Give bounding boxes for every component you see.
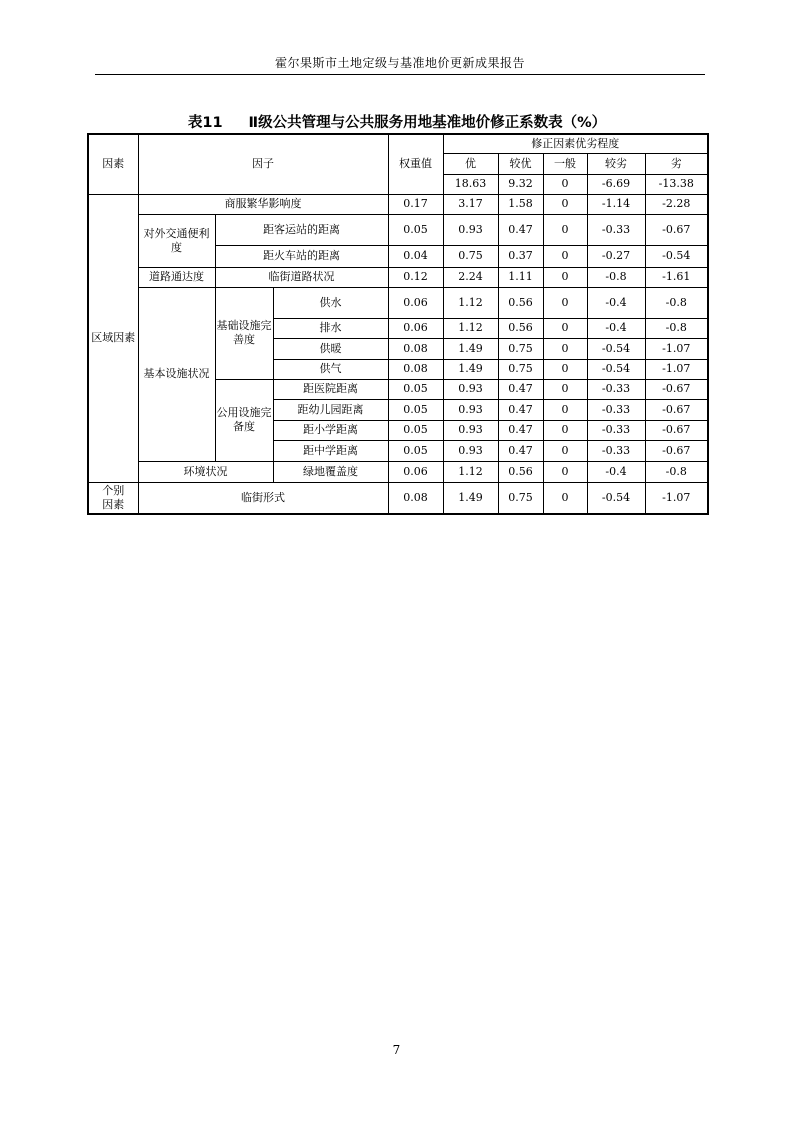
- row-value: 1.12: [443, 318, 498, 338]
- row-name: 绿地覆盖度: [273, 461, 388, 482]
- table-row: [88, 287, 708, 318]
- table-number: 表11: [187, 115, 223, 131]
- table-title-text: Ⅱ级公共管理与公共服务用地基准地价修正系数表（%）: [248, 115, 607, 131]
- row-value: 0.93: [443, 379, 498, 399]
- row-weight: 0.08: [388, 338, 443, 359]
- col-degree-group: 修正因素优劣程度: [443, 134, 708, 153]
- row-value: 0.47: [498, 379, 543, 399]
- row-value: 0.93: [443, 420, 498, 440]
- row-name: 商服繁华影响度: [138, 194, 388, 214]
- group-infra: 基本设施状况: [138, 287, 215, 461]
- row-name: 距幼儿园距离: [273, 399, 388, 420]
- group-road: 道路通达度: [138, 267, 215, 287]
- row-value: -0.54: [587, 482, 645, 514]
- group-env: 环境状况: [138, 461, 273, 482]
- row-value: -0.8: [645, 461, 708, 482]
- row-value: 0.93: [443, 440, 498, 461]
- row-value: 1.12: [443, 287, 498, 318]
- row-value: 0: [543, 287, 587, 318]
- row-value: 0: [543, 245, 587, 267]
- row-name: 临街道路状况: [215, 267, 388, 287]
- row-weight: 0.05: [388, 420, 443, 440]
- row-value: 0: [543, 318, 587, 338]
- row-weight: 0.05: [388, 440, 443, 461]
- page-header: 霍尔果斯市土地定级与基准地价更新成果报告: [274, 56, 525, 70]
- group-regional: 区域因素: [88, 194, 138, 482]
- row-value: -0.4: [587, 287, 645, 318]
- row-value: -2.28: [645, 194, 708, 214]
- row-value: -0.33: [587, 440, 645, 461]
- row-value: 0.93: [443, 214, 498, 245]
- row-value: -1.07: [645, 359, 708, 379]
- base-value: 9.32: [498, 174, 543, 194]
- table-row: [88, 214, 708, 245]
- group-public-infra: 公用设施完备度: [215, 379, 273, 461]
- row-value: 1.49: [443, 482, 498, 514]
- row-weight: 0.06: [388, 318, 443, 338]
- row-value: 1.11: [498, 267, 543, 287]
- page-number: 7: [392, 1043, 401, 1057]
- row-value: 3.17: [443, 194, 498, 214]
- row-weight: 0.08: [388, 359, 443, 379]
- group-individual-line2: 因素: [102, 497, 125, 511]
- row-name: 距火车站的距离: [215, 245, 388, 267]
- table-row: [88, 194, 708, 214]
- row-value: -0.4: [587, 318, 645, 338]
- grade-label: 劣: [645, 153, 708, 174]
- row-value: -1.07: [645, 482, 708, 514]
- row-value: -0.4: [587, 461, 645, 482]
- row-value: -0.54: [587, 359, 645, 379]
- row-value: 0: [543, 440, 587, 461]
- row-value: -0.67: [645, 399, 708, 420]
- grade-label: 较劣: [587, 153, 645, 174]
- row-name: 供水: [273, 287, 388, 318]
- row-value: -0.33: [587, 214, 645, 245]
- row-value: 0: [543, 359, 587, 379]
- row-value: -0.67: [645, 420, 708, 440]
- group-basic-infra: 基础设施完善度: [215, 287, 273, 379]
- row-value: 0: [543, 461, 587, 482]
- row-value: 0: [543, 267, 587, 287]
- row-value: -0.8: [645, 318, 708, 338]
- row-value: -0.33: [587, 379, 645, 399]
- base-value: 0: [543, 174, 587, 194]
- row-value: 0.75: [498, 338, 543, 359]
- row-value: -1.14: [587, 194, 645, 214]
- base-value: -6.69: [587, 174, 645, 194]
- row-name: 临街形式: [138, 482, 388, 514]
- row-value: 0.56: [498, 461, 543, 482]
- row-name: 距客运站的距离: [215, 214, 388, 245]
- col-factor: 因素: [88, 134, 138, 194]
- group-individual-line1: 个别: [102, 483, 125, 497]
- table-row: [88, 267, 708, 287]
- row-value: -0.67: [645, 214, 708, 245]
- table-row: [88, 461, 708, 482]
- row-value: -1.07: [645, 338, 708, 359]
- row-name: 供气: [273, 359, 388, 379]
- row-name: 距中学距离: [273, 440, 388, 461]
- row-value: 1.12: [443, 461, 498, 482]
- row-weight: 0.17: [388, 194, 443, 214]
- row-name: 供暖: [273, 338, 388, 359]
- row-value: 0.47: [498, 420, 543, 440]
- col-weight: 权重值: [388, 134, 443, 194]
- base-value: 18.63: [443, 174, 498, 194]
- row-weight: 0.05: [388, 399, 443, 420]
- row-value: 1.49: [443, 359, 498, 379]
- row-value: 0: [543, 482, 587, 514]
- row-name: 距医院距离: [273, 379, 388, 399]
- table-row: [88, 482, 708, 514]
- row-value: 0.47: [498, 440, 543, 461]
- row-weight: 0.08: [388, 482, 443, 514]
- group-individual: [88, 482, 138, 514]
- row-value: 0.75: [498, 482, 543, 514]
- row-value: -0.27: [587, 245, 645, 267]
- row-value: 0: [543, 399, 587, 420]
- row-value: 0.56: [498, 287, 543, 318]
- row-weight: 0.05: [388, 214, 443, 245]
- row-value: 0.47: [498, 399, 543, 420]
- header-rule: [95, 74, 705, 75]
- row-value: -0.67: [645, 440, 708, 461]
- row-value: 0.75: [498, 359, 543, 379]
- row-value: 0.56: [498, 318, 543, 338]
- row-weight: 0.05: [388, 379, 443, 399]
- row-value: 0.75: [443, 245, 498, 267]
- row-value: 0: [543, 338, 587, 359]
- row-value: -0.33: [587, 399, 645, 420]
- row-value: -0.54: [587, 338, 645, 359]
- row-value: 0: [543, 214, 587, 245]
- row-weight: 0.06: [388, 287, 443, 318]
- base-value: -13.38: [645, 174, 708, 194]
- row-value: 0: [543, 379, 587, 399]
- row-weight: 0.06: [388, 461, 443, 482]
- row-weight: 0.04: [388, 245, 443, 267]
- row-value: 0: [543, 420, 587, 440]
- row-value: 1.49: [443, 338, 498, 359]
- row-value: 0.37: [498, 245, 543, 267]
- grade-label: 一般: [543, 153, 587, 174]
- row-value: -1.61: [645, 267, 708, 287]
- row-weight: 0.12: [388, 267, 443, 287]
- grade-label: 优: [443, 153, 498, 174]
- row-value: -0.67: [645, 379, 708, 399]
- row-value: 0.93: [443, 399, 498, 420]
- correction-coefficient-table: [87, 133, 709, 515]
- row-value: -0.33: [587, 420, 645, 440]
- row-value: 1.58: [498, 194, 543, 214]
- row-value: -0.8: [645, 287, 708, 318]
- row-value: -0.54: [645, 245, 708, 267]
- grade-label: 较优: [498, 153, 543, 174]
- row-value: -0.8: [587, 267, 645, 287]
- col-sub-factor: 因子: [138, 134, 388, 194]
- group-traffic: 对外交通便利度: [138, 214, 215, 267]
- row-name: 距小学距离: [273, 420, 388, 440]
- row-value: 0.47: [498, 214, 543, 245]
- row-name: 排水: [273, 318, 388, 338]
- table-title: [87, 111, 707, 132]
- header-row-1: [88, 134, 708, 153]
- row-value: 2.24: [443, 267, 498, 287]
- row-value: 0: [543, 194, 587, 214]
